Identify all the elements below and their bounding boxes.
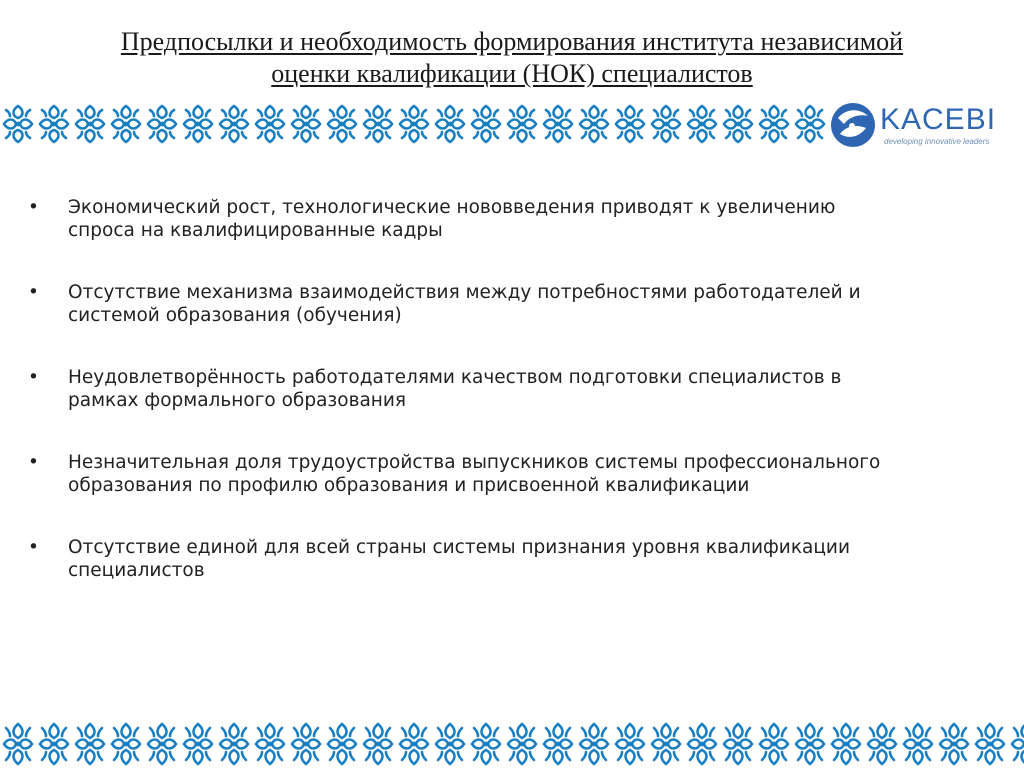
ornament-top-band	[0, 102, 826, 146]
bullet-text-line-2: образования по профилю образования и присвоенной квалификации	[68, 475, 750, 496]
bullet-icon: •	[28, 367, 39, 388]
bullet-text-line-1: Экономический рост, технологические нововведения приводят к увеличению	[68, 197, 836, 218]
bullet-text-line-1: Отсутствие механизма взаимодействия между потребностями работодателей и	[68, 282, 861, 303]
bullet-icon: •	[28, 452, 39, 473]
bullet-item	[28, 281, 1008, 327]
kacebi-logo	[828, 100, 1018, 150]
logo-name: KACEBI	[880, 103, 997, 136]
bullet-icon: •	[28, 197, 39, 218]
kacebi-globe-icon	[828, 100, 878, 150]
bullet-item	[28, 536, 1008, 582]
bullet-item	[28, 451, 1008, 497]
bullet-text-line-2: спроса на квалифицированные кадры	[68, 220, 443, 241]
bullet-text-line-1: Незначительная доля трудоустройства выпускников системы профессионального	[68, 452, 881, 473]
bullet-text-line-2: специалистов	[68, 560, 205, 581]
logo-tagline: developing innovative leaders	[884, 137, 990, 146]
bullet-text-line-2: рамках формального образования	[68, 390, 407, 411]
bullet-list	[28, 196, 1008, 621]
bullet-text-line-2: системой образования (обучения)	[68, 305, 402, 326]
bullet-text-line-1: Неудовлетворённость работодателями качеством подготовки специалистов в	[68, 367, 842, 388]
bullet-item	[28, 366, 1008, 412]
slide-title-line-2: оценки квалификации (НОК) специалистов	[271, 59, 753, 88]
bullet-icon: •	[28, 537, 39, 558]
ornament-bottom-band	[0, 720, 1024, 768]
bullet-icon: •	[28, 282, 39, 303]
slide-title-line-1: Предпосылки и необходимость формирования института независимой	[120, 27, 904, 56]
slide-title	[0, 26, 1024, 90]
bullet-item	[28, 196, 1008, 242]
bullet-text-line-1: Отсутствие единой для всей страны системы признания уровня квалификации	[68, 537, 850, 558]
